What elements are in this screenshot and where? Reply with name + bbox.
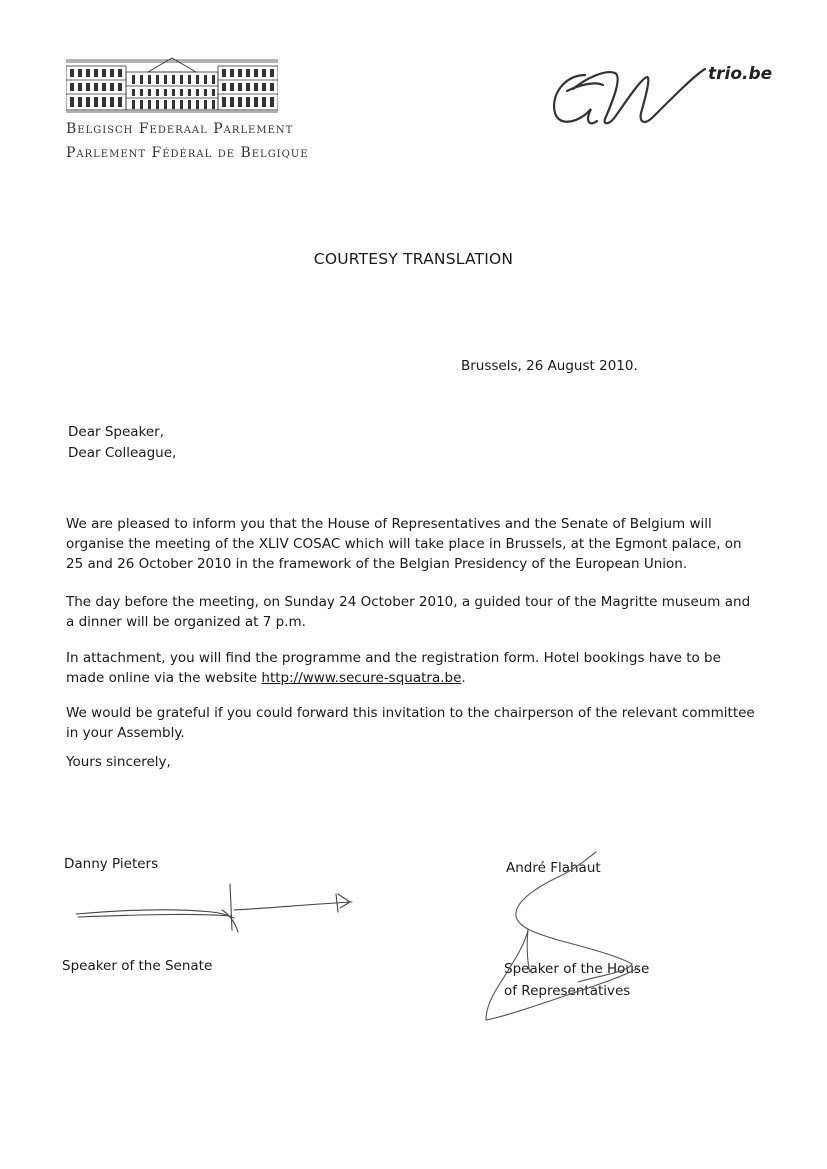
attachment-text-end: .	[461, 670, 466, 686]
signature-danny-pieters	[62, 882, 362, 942]
signatory-left-name: Danny Pieters	[64, 856, 159, 872]
registration-website-link[interactable]: http://www.secure-squatra.be	[261, 670, 462, 686]
closing-line: Yours sincerely,	[66, 754, 171, 770]
parliament-name-french: Parlement Fédéral de Belgique	[66, 145, 309, 161]
signatory-left-title: Speaker of the Senate	[62, 958, 213, 974]
attachment-text: In attachment, you will find the programme and the registration form. Hotel bookings have to be made online via the website	[66, 650, 721, 686]
date-line: Brussels, 26 August 2010.	[461, 358, 638, 374]
document-heading: COURTESY TRANSLATION	[313, 250, 514, 268]
request-paragraph: We would be grateful if you could forward this invitation to the chairperson of the relevant committee in your Assembly.	[66, 705, 755, 741]
signatory-right-title: Speaker of the House	[504, 961, 650, 977]
signatory-right-name: André Flahaut	[506, 860, 601, 876]
salutation-line: Dear Colleague,	[68, 445, 177, 461]
parliament-name-dutch: Belgisch Federaal Parlement	[66, 121, 294, 137]
parliament-building-logo	[66, 52, 278, 114]
salutation-line: Dear Speaker,	[68, 424, 165, 440]
body-paragraph: We are pleased to inform you that the House of Representatives and the Senate of Belgium will organise the meeting of the XLIV COSAC which will take place in Brussels, at the Egmont palace, on 25 and 26 October 2010 in the framework of the Belgian Presidency of the European Union.	[66, 516, 742, 572]
attachment-paragraph	[66, 648, 756, 688]
presidency-website-label: trio.be	[708, 64, 773, 84]
body-paragraph: The day before the meeting, on Sunday 24 October 2010, a guided tour of the Magritte museum and a dinner will be organized at 7 p.m.	[66, 594, 751, 630]
signature-andre-flahaut	[478, 848, 658, 1024]
signatory-right-title: of Representatives	[504, 983, 631, 999]
